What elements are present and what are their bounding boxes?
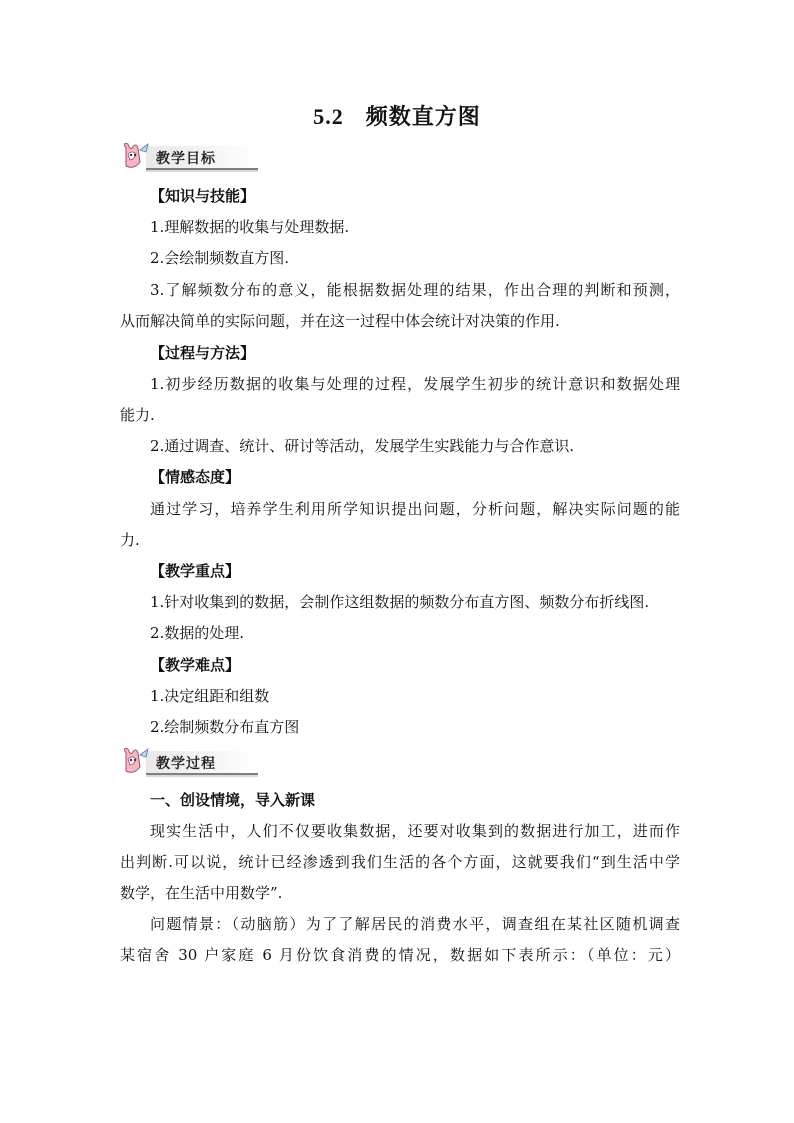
title-text: 频数直方图 <box>365 104 481 130</box>
section-number: 5.2 <box>313 104 344 129</box>
difficulty-heading: 【教学难点】 <box>150 656 241 674</box>
emotion-heading: 【情感态度】 <box>150 468 241 486</box>
paragraph-line: 数学，在生活中用数学”. <box>120 884 283 902</box>
list-item: 从而解决简单的实际问题，并在这一过程中体会统计对决策的作用. <box>120 312 560 330</box>
list-item: 能力. <box>120 406 155 424</box>
paragraph-line: 某宿舍 30 户家庭 6 月份饮食消费的情况，数据如下表所示：（单位：元） <box>120 946 680 964</box>
key-points-heading: 【教学重点】 <box>150 562 241 580</box>
banner-label: 教学过程 <box>156 756 216 772</box>
teaching-goals-banner <box>118 140 260 174</box>
banner-label: 教学目标 <box>156 151 216 167</box>
list-item: 1.理解数据的收集与处理数据. <box>150 218 350 236</box>
page-title <box>0 100 794 131</box>
list-item: 2.通过调查、统计、研讨等活动，发展学生实践能力与合作意识. <box>150 437 575 455</box>
list-item: 通过学习，培养学生利用所学知识提出问题，分析问题，解决实际问题的能 <box>150 500 680 518</box>
list-item: 2.绘制频数分布直方图 <box>150 718 300 736</box>
list-item: 2.会绘制频数直方图. <box>150 249 290 267</box>
list-item: 1.针对收集到的数据，会制作这组数据的频数分布直方图、频数分布折线图. <box>150 593 650 611</box>
list-item: 1.初步经历数据的收集与处理的过程，发展学生初步的统计意识和数据处理 <box>150 375 680 393</box>
method-heading: 【过程与方法】 <box>150 344 256 362</box>
paragraph-line: 出判断.可以说，统计已经渗透到我们生活的各个方面，这就要我们“到生活中学 <box>120 853 680 871</box>
list-item: 3.了解频数分布的意义，能根据数据处理的结果，作出合理的判断和预测， <box>150 281 680 299</box>
list-item: 1.决定组距和组数 <box>150 687 270 705</box>
list-item: 2.数据的处理. <box>150 624 245 642</box>
paragraph-line: 问题情景：（动脑筋）为了了解居民的消费水平，调查组在某社区随机调查 <box>150 915 680 933</box>
intro-heading: 一、创设情境，导入新课 <box>150 791 316 809</box>
teaching-process-banner <box>118 745 260 779</box>
knowledge-heading: 【知识与技能】 <box>150 187 256 205</box>
paragraph-line: 现实生活中，人们不仅要收集数据，还要对收集到的数据进行加工，进而作 <box>150 822 680 840</box>
list-item: 力. <box>120 531 140 549</box>
